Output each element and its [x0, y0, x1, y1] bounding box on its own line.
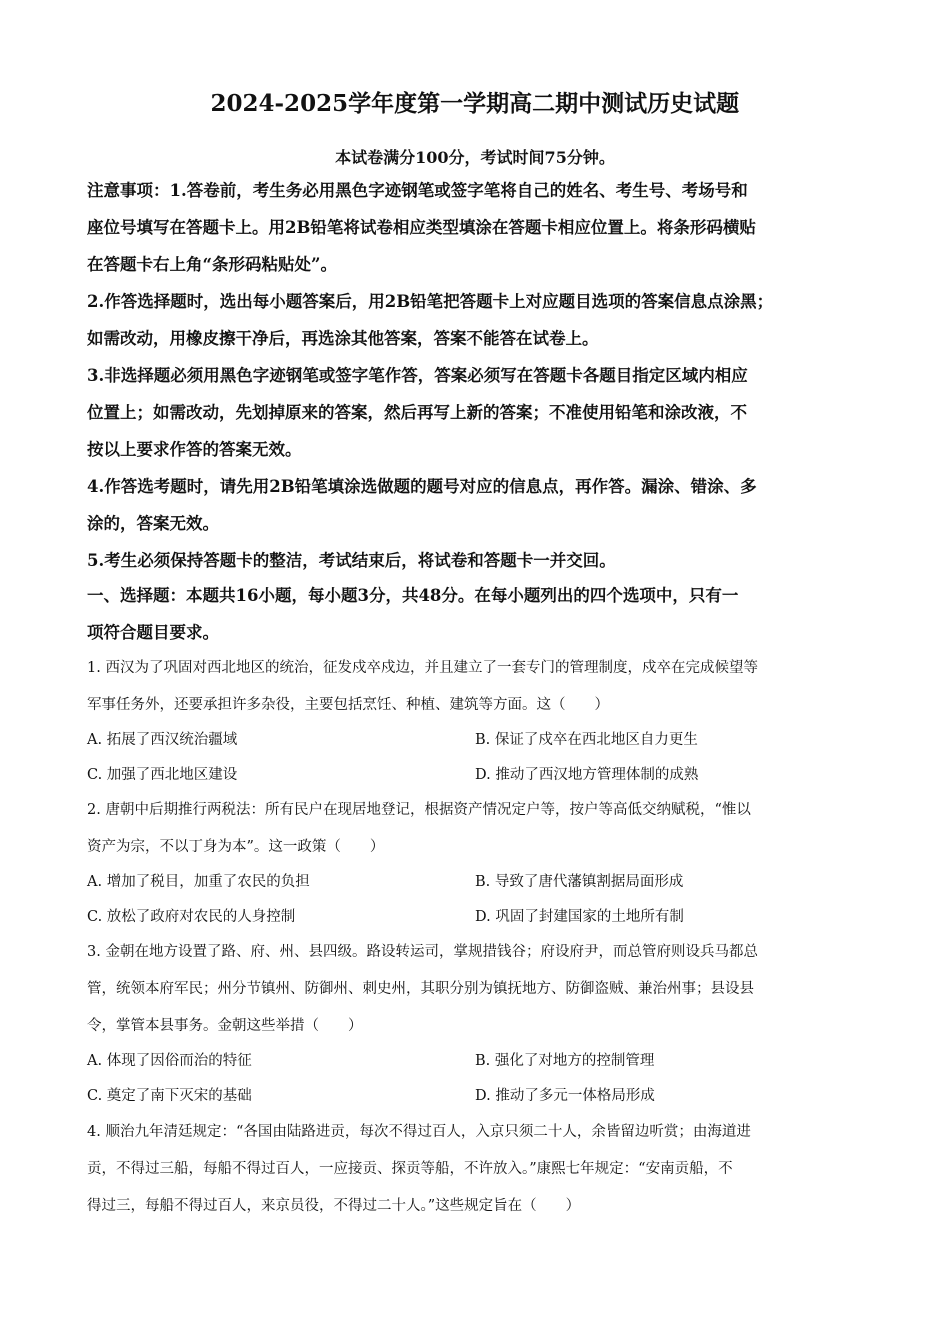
question-3-line-3: 令，掌管本县事务。金朝这些举措（ ）: [87, 1018, 363, 1034]
exam-info: 本试卷满分100分，考试时间75分钟。: [335, 148, 615, 167]
notice-line-3: 在答题卡右上角“条形码粘贴处”。: [87, 255, 337, 274]
notice-line-7: 位置上；如需改动，先划掉原来的答案，然后再写上新的答案；不准使用铅笔和涂改液，不: [87, 403, 747, 422]
question-2-option-b: B. 导致了唐代藩镇割据局面形成: [475, 874, 684, 890]
notice-line-1: 注意事项：1.答卷前，考生务必用黑色字迹钢笔或签字笔将自己的姓名、考生号、考场号和: [87, 181, 748, 200]
question-2-line-2: 资产为宗，不以丁身为本”。这一政策（ ）: [87, 839, 385, 855]
question-2-option-a: A. 增加了税目，加重了农民的负担: [87, 874, 310, 890]
question-4-line-3: 得过三，每船不得过百人，来京员役，不得过二十人。”这些规定旨在（ ）: [87, 1198, 581, 1214]
notice-line-2: 座位号填写在答题卡上。用2B铅笔将试卷相应类型填涂在答题卡相应位置上。将条形码横贴: [87, 218, 756, 237]
question-1-option-c: C. 加强了西北地区建设: [87, 767, 238, 783]
question-4-line-1: 4. 顺治九年清廷规定：“各国由陆路进贡，每次不得过百人，入京只须二十人，余皆留边听赏；由海道进: [87, 1124, 751, 1140]
question-1-option-d: D. 推动了西汉地方管理体制的成熟: [475, 767, 699, 783]
question-3-line-1: 3. 金朝在地方设置了路、府、州、县四级。路设转运司，掌规措钱谷；府设府尹，而总管府则设兵马都总: [87, 944, 758, 960]
question-2-option-d: D. 巩固了封建国家的土地所有制: [475, 909, 684, 925]
section-heading-line-1: 一、选择题：本题共16小题，每小题3分，共48分。在每小题列出的四个选项中，只有一: [87, 586, 739, 605]
question-2-option-c: C. 放松了政府对农民的人身控制: [87, 909, 296, 925]
notice-line-8: 按以上要求作答的答案无效。: [87, 440, 302, 459]
notice-line-11: 5.考生必须保持答题卡的整洁，考试结束后，将试卷和答题卡一并交回。: [87, 551, 616, 570]
question-1-line-2: 军事任务外，还要承担许多杂役，主要包括烹饪、种植、建筑等方面。这（ ）: [87, 697, 609, 713]
question-3-option-d: D. 推动了多元一体格局形成: [475, 1088, 655, 1104]
page-title: 2024-2025学年度第一学期高二期中测试历史试题: [210, 90, 740, 117]
notice-line-4: 2.作答选择题时，选出每小题答案后，用2B铅笔把答题卡上对应题目选项的答案信息点涂黑；: [87, 292, 774, 311]
question-1-option-b: B. 保证了戍卒在西北地区自力更生: [475, 732, 698, 748]
question-3-option-a: A. 体现了因俗而治的特征: [87, 1053, 252, 1069]
question-1-line-1: 1. 西汉为了巩固对西北地区的统治，征发戍卒戍边，并且建立了一套专门的管理制度，戍卒在完成候望等: [87, 660, 758, 676]
notice-line-5: 如需改动，用橡皮擦干净后，再选涂其他答案，答案不能答在试卷上。: [87, 329, 599, 348]
question-1-option-a: A. 拓展了西汉统治疆域: [87, 732, 238, 748]
question-2-line-1: 2. 唐朝中后期推行两税法：所有民户在现居地登记，根据资产情况定户等，按户等高低交纳赋税，“惟以: [87, 802, 751, 818]
notice-line-9: 4.作答选考题时，请先用2B铅笔填涂选做题的题号对应的信息点，再作答。漏涂、错涂、多: [87, 477, 757, 496]
notice-line-6: 3.非选择题必须用黑色字迹钢笔或签字笔作答，答案必须写在答题卡各题目指定区域内相应: [87, 366, 748, 385]
question-3-line-2: 管，统领本府军民；州分节镇州、防御州、刺史州，其职分别为镇抚地方、防御盗贼、兼治州事；县设县: [87, 981, 754, 997]
question-3-option-b: B. 强化了对地方的控制管理: [475, 1053, 655, 1069]
notice-line-10: 涂的，答案无效。: [87, 514, 219, 533]
question-3-option-c: C. 奠定了南下灭宋的基础: [87, 1088, 252, 1104]
question-4-line-2: 贡，不得过三船，每船不得过百人，一应接贡、探贡等船，不许放入。”康熙七年规定：“安南贡船，不: [87, 1161, 733, 1177]
section-heading-line-2: 项符合题目要求。: [87, 623, 219, 642]
